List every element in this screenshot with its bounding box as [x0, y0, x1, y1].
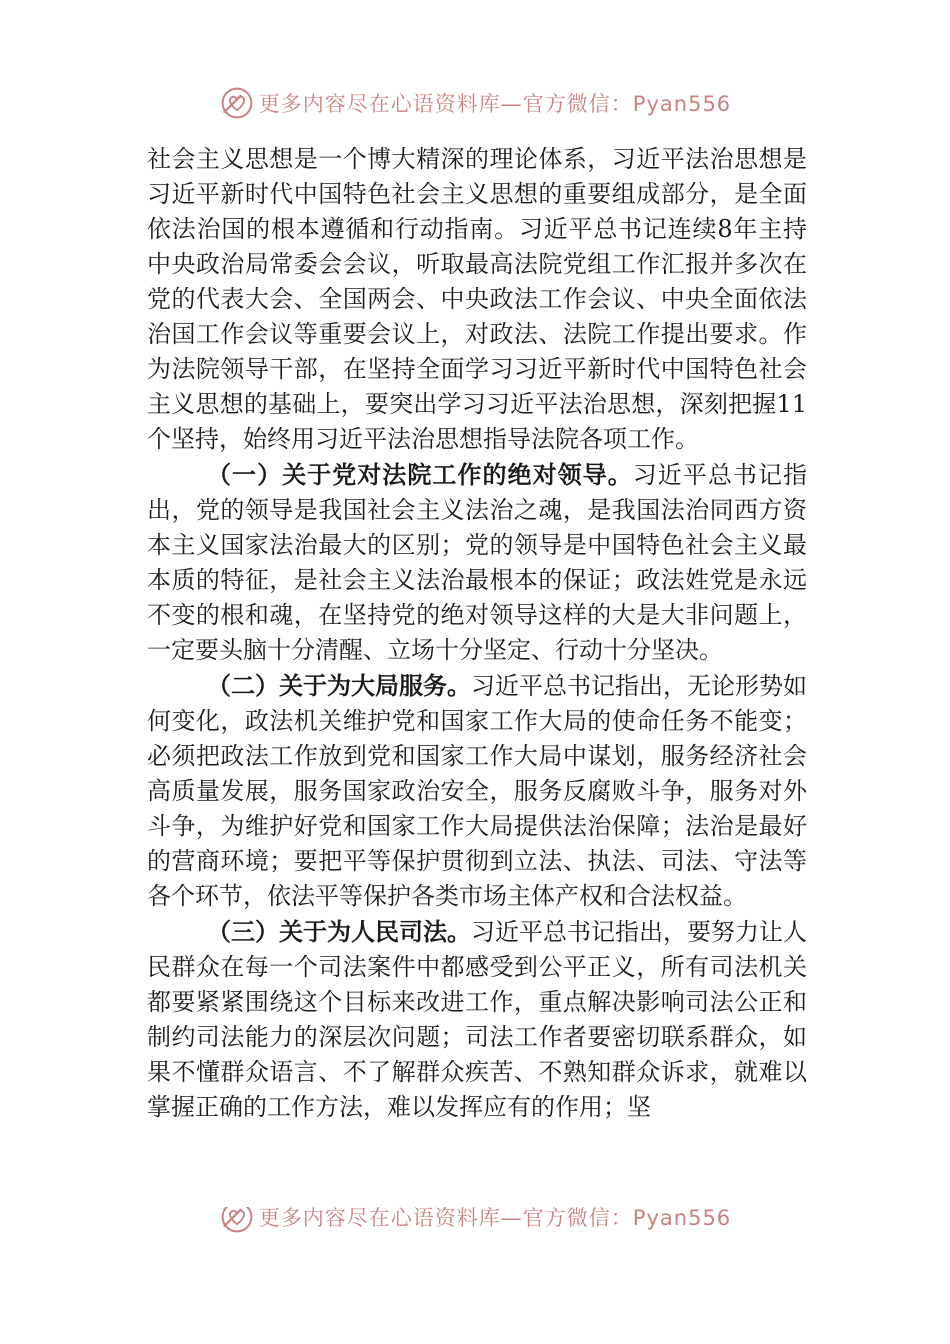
- paragraph-section-3: [147, 914, 807, 1125]
- paragraph-intro: [147, 142, 807, 457]
- paragraph-section-2: [147, 668, 807, 914]
- paragraph-section-1: [147, 457, 807, 668]
- section-heading: （三）关于为人民司法。: [207, 917, 471, 946]
- watermark-header: [0, 83, 950, 123]
- paragraph-text: 习近平总书记指出，党的领导是我国社会主义法治之魂，是我国法治同西方资本主义国家法治最大的区别；党的领导是中国特色社会主义最本质的特征，是社会主义法治最根本的保证；政法姓党是永远不变的根和魂，在坚持党的绝对领导这样的大是大非问题上，一定要头脑十分清醒、立场十分坚定、行动十分坚决。: [147, 461, 808, 664]
- section-heading: （一）关于党对法院工作的绝对领导。: [207, 460, 633, 489]
- heart-hand-logo-icon: [219, 85, 255, 121]
- watermark-text: 更多内容尽在心语资料库—官方微信：Pyan556: [258, 1207, 732, 1230]
- watermark-footer: [0, 1207, 950, 1241]
- heart-hand-logo-icon: [219, 1207, 255, 1235]
- paragraph-text: 习近平总书记指出，无论形势如何变化，政法机关维护党和国家工作大局的使命任务不能变；必须把政法工作放到党和国家工作大局中谋划，服务经济社会高质量发展，服务国家政治安全，服务反腐败斗争，服务对外斗争，为维护好党和国家工作大局提供法治保障；法治是最好的营商环境；要把平等保护贯彻到立法、执法、司法、守法等各个环节，依法平等保护各类市场主体产权和合法权益。: [147, 672, 807, 910]
- paragraph-text: 社会主义思想是一个博大精深的理论体系，习近平法治思想是习近平新时代中国特色社会主义思想的重要组成部分，是全面依法治国的根本遵循和行动指南。习近平总书记连续8年主持中央政治局常委会会议，听取最高法院党组工作汇报并多次在党的代表大会、全国两会、中央政法工作会议、中央全面依法治国工作会议等重要会议上，对政法、法院工作提出要求。作为法院领导干部，在坚持全面学习习近平新时代中国特色社会主义思想的基础上，要突出学习习近平法治思想，深刻把握11个坚持，始终用习近平法治思想指导法院各项工作。: [147, 145, 807, 453]
- document-body: [147, 142, 807, 1125]
- section-heading: （二）关于为大局服务。: [207, 671, 471, 700]
- paragraph-text: 习近平总书记指出，要努力让人民群众在每一个司法案件中都感受到公平正义，所有司法机关都要紧紧围绕这个目标来改进工作，重点解决影响司法公正和制约司法能力的深层次问题；司法工作者要密切联系群众，如果不懂群众语言、不了解群众疾苦、不熟知群众诉求，就难以掌握正确的工作方法，难以发挥应有的作用；坚: [147, 918, 807, 1121]
- watermark-text: 更多内容尽在心语资料库—官方微信：Pyan556: [258, 92, 732, 116]
